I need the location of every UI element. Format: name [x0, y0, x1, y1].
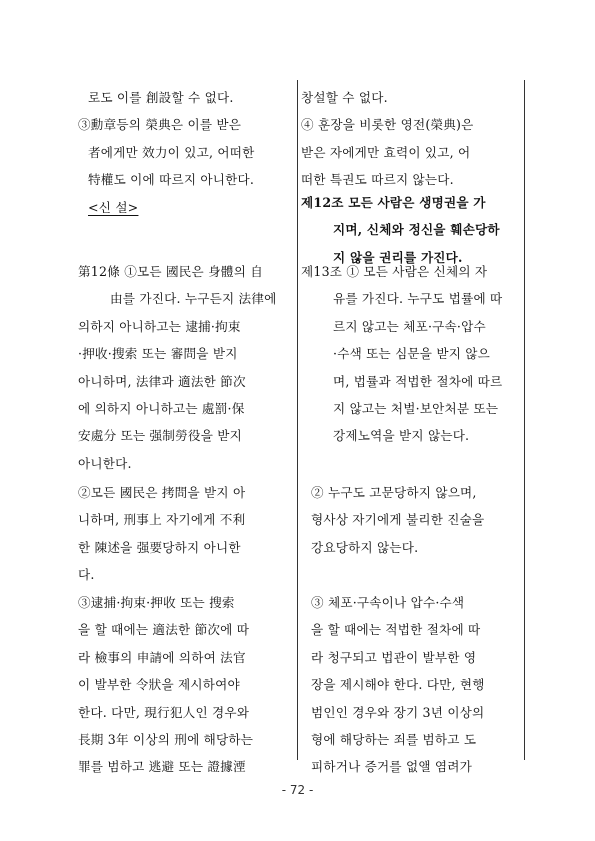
- text-line: 강제노역을 받지 않는다.: [333, 428, 470, 444]
- text-line: 형에 해당하는 죄를 범하고 도: [311, 731, 477, 747]
- text-line: ③ 체포·구속이나 압수·수색: [311, 595, 465, 610]
- right-block-paragraph-3: [301, 589, 519, 781]
- new-provision-note: <신 설>: [88, 199, 139, 215]
- text-line: 을 할 때에는 適法한 節次에 따: [78, 622, 250, 638]
- text-line: ④ 훈장을 비롯한 영전(榮典)은: [301, 117, 474, 133]
- text-line: 범인인 경우와 장기 3년 이상의: [311, 704, 485, 720]
- text-line: 로도 이를 創設할 수 없다.: [88, 90, 234, 105]
- text-line: 이 발부한 令狀을 제시하여야: [78, 677, 240, 693]
- text-line: 장을 제시해야 한다. 다만, 현행: [311, 677, 485, 693]
- text-line: 에 의하지 아니하고는 處罰·保: [78, 400, 245, 416]
- column-divider: [297, 80, 298, 760]
- left-block-1: [78, 84, 292, 221]
- text-line: 니하며, 刑事上 자기에게 不利: [78, 512, 246, 528]
- right-block-paragraph-2: [301, 479, 519, 561]
- text-line: 特權도 이에 따르지 아니한다.: [88, 172, 255, 188]
- article-heading-line: 제13조 ① 모든 사람은 신체의 자: [301, 264, 488, 279]
- text-line: 피하거나 증거를 없앨 염려가: [311, 759, 472, 775]
- text-line: 지 않고는 처벌·보안처분 또는: [333, 400, 499, 416]
- text-line: ·수색 또는 심문을 받지 않으: [333, 346, 491, 362]
- page-number: - 72 -: [281, 783, 314, 797]
- text-line: 의하지 아니하고는 逮捕·拘束: [78, 318, 241, 334]
- text-line: ·押收·搜索 또는 審問을 받지: [78, 346, 238, 362]
- text-line: 을 할 때에는 적법한 절차에 따: [311, 622, 481, 638]
- text-line: 며, 법률과 적법한 절차에 따르: [333, 373, 503, 389]
- text-line: 르지 않고는 체포·구속·압수: [333, 318, 486, 334]
- left-block-paragraph-3: [78, 589, 292, 781]
- text-line: 형사상 자기에게 불리한 진술을: [311, 512, 485, 528]
- text-line: 者에게만 效力이 있고, 어떠한: [88, 144, 255, 160]
- article-heading-line: 第12條 ①모든 國民은 身體의 自: [78, 264, 264, 279]
- article-heading-line: 제12조 모든 사람은 생명권을 가: [301, 195, 486, 210]
- text-line: 아니한다.: [78, 455, 132, 471]
- text-line: 한 陳述을 强要당하지 아니한: [78, 539, 241, 555]
- text-line: 유를 가진다. 누구도 법률에 따: [333, 291, 503, 307]
- text-line: ③勳章등의 榮典은 이를 받은: [78, 117, 242, 133]
- text-line: 長期 3年 이상의 刑에 해당하는: [78, 731, 254, 747]
- text-line: 한다. 다만, 現行犯人인 경우와: [78, 704, 250, 720]
- text-line: 由를 가진다. 누구든지 法律에: [110, 291, 277, 307]
- right-block-article-13: [301, 258, 519, 450]
- text-line: 다.: [78, 567, 95, 583]
- text-line: 아니하며, 法律과 適法한 節次: [78, 373, 246, 389]
- left-block-paragraph-2: [78, 479, 292, 589]
- text-line: 받은 자에게만 효력이 있고, 어: [301, 144, 471, 160]
- text-line: 罪를 범하고 逃避 또는 證據湮: [78, 759, 246, 775]
- right-block-1: [301, 84, 519, 194]
- text-line: 창설할 수 없다.: [301, 90, 388, 105]
- text-line: 安處分 또는 强制勞役을 받지: [78, 428, 242, 444]
- text-line: 떠한 특권도 따르지 않는다.: [301, 172, 454, 188]
- right-border: [524, 80, 525, 760]
- text-line: 라 청구되고 법관이 발부한 영: [311, 649, 477, 665]
- text-line: ③逮捕·拘束·押收 또는 搜索: [78, 595, 235, 610]
- text-line: ② 누구도 고문당하지 않으며,: [311, 485, 477, 500]
- left-block-article-12: [78, 258, 292, 477]
- text-line: ②모든 國民은 拷問을 받지 아: [78, 485, 246, 500]
- text-line: 라 檢事의 申請에 의하여 法官: [78, 649, 246, 665]
- text-line: 지며, 신체와 정신을 훼손당하: [333, 222, 500, 238]
- text-line: 지 않을 권리를 가진다.: [333, 249, 463, 265]
- text-line: 강요당하지 않는다.: [311, 539, 419, 555]
